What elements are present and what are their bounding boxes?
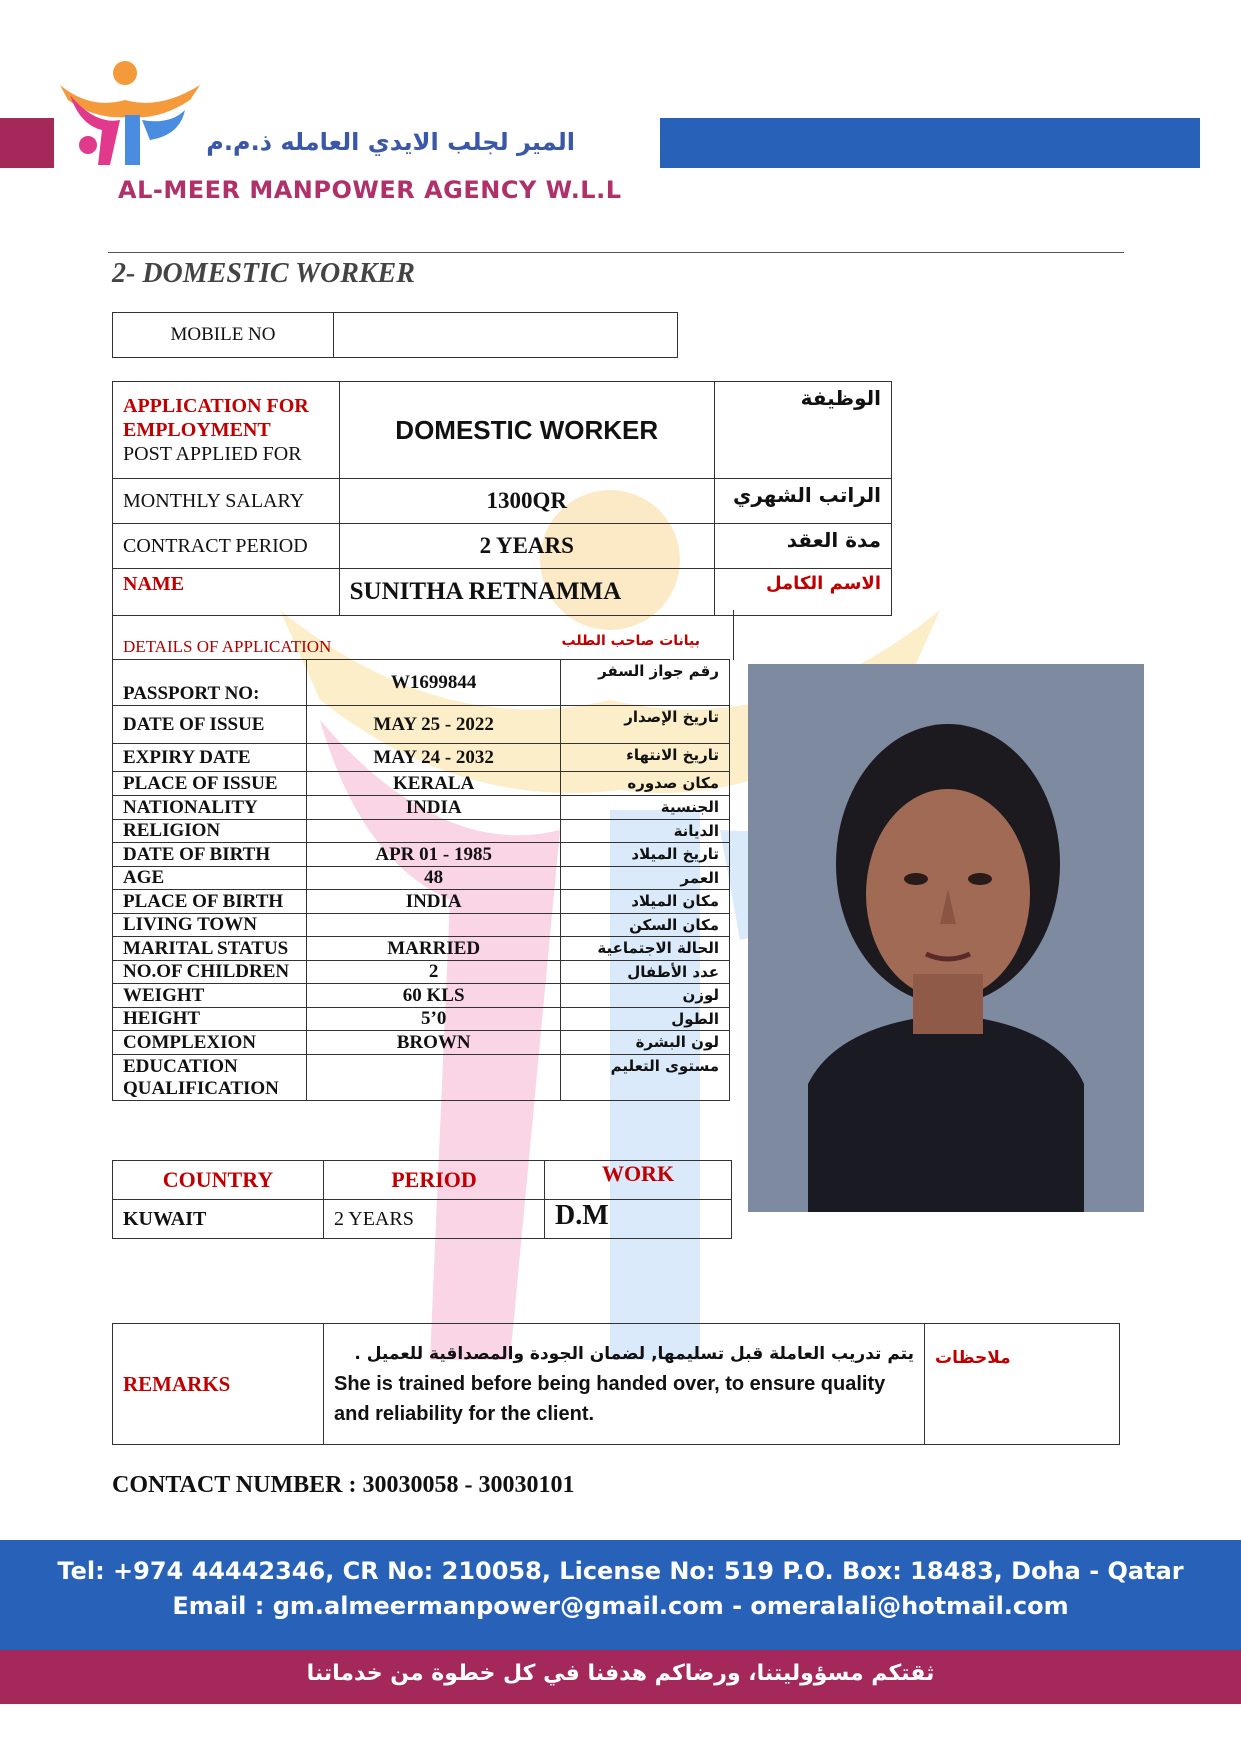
footer-line1: Tel: +974 44442346, CR No: 210058, License No: 519 P.O. Box: 18483, Doha - Qatar xyxy=(57,1557,1184,1585)
exp-header-work: WORK xyxy=(545,1161,732,1200)
detail-label-ar: مكان الميلاد xyxy=(560,890,729,914)
detail-label: PLACE OF BIRTH xyxy=(113,890,307,914)
detail-row xyxy=(113,660,730,706)
detail-label: DATE OF BIRTH xyxy=(113,843,307,867)
detail-label-ar: العمر xyxy=(560,867,729,890)
detail-label: EXPIRY DATE xyxy=(113,744,307,772)
detail-value: MAY 25 - 2022 xyxy=(307,706,561,744)
application-label-cell xyxy=(113,382,340,479)
exp-header-period: PERIOD xyxy=(324,1161,545,1200)
contract-value: 2 YEARS xyxy=(339,524,714,569)
exp-country: KUWAIT xyxy=(113,1200,324,1239)
remarks-text-ar: يتم تدريب العاملة قبل تسليمها, لضمان الجودة والمصداقية للعميل . xyxy=(354,1344,914,1364)
name-value: SUNITHA RETNAMMA xyxy=(339,569,714,616)
company-name-arabic: المير لجلب الايدي العامله ذ.م.م xyxy=(206,128,575,156)
detail-label: PASSPORT NO: xyxy=(113,660,307,706)
details-label: DETAILS OF APPLICATION xyxy=(123,637,332,656)
company-name-english: AL-MEER MANPOWER AGENCY W.L.L xyxy=(118,176,622,204)
experience-table xyxy=(112,1160,732,1239)
detail-label: HEIGHT xyxy=(113,1008,307,1031)
detail-row xyxy=(113,961,730,984)
details-table xyxy=(112,659,730,1101)
application-table xyxy=(112,381,892,616)
detail-label-ar: مكان صدوره xyxy=(560,772,729,796)
detail-row xyxy=(113,843,730,867)
detail-row xyxy=(113,772,730,796)
remarks-table xyxy=(112,1323,1120,1445)
post-value: DOMESTIC WORKER xyxy=(339,382,714,479)
detail-row xyxy=(113,890,730,914)
detail-label-ar: لوزن xyxy=(560,984,729,1008)
detail-row xyxy=(113,744,730,772)
detail-label-ar: مستوى التعليم xyxy=(560,1055,729,1101)
detail-label: PLACE OF ISSUE xyxy=(113,772,307,796)
salary-value: 1300QR xyxy=(339,479,714,524)
detail-label-ar: رقم جواز السفر xyxy=(560,660,729,706)
exp-work: D.M xyxy=(545,1200,732,1239)
detail-label-ar: تاريخ الانتهاء xyxy=(560,744,729,772)
section-title: 2- DOMESTIC WORKER xyxy=(112,258,415,289)
contact-number: CONTACT NUMBER : 30030058 - 30030101 xyxy=(112,1472,575,1498)
details-label-ar: بيانات صاحب الطلب xyxy=(561,633,700,649)
detail-label: AGE xyxy=(113,867,307,890)
contract-label: CONTRACT PERIOD xyxy=(113,524,340,569)
detail-value xyxy=(307,1055,561,1101)
detail-label-ar: تاريخ الإصدار xyxy=(560,706,729,744)
detail-label-ar: الطول xyxy=(560,1008,729,1031)
detail-label-ar: مكان السكن xyxy=(560,914,729,937)
detail-label-ar: عدد الأطفال xyxy=(560,961,729,984)
detail-value: INDIA xyxy=(307,890,561,914)
mobile-value xyxy=(334,313,678,358)
detail-label: COMPLEXION xyxy=(113,1031,307,1055)
detail-row xyxy=(113,914,730,937)
detail-value: MARRIED xyxy=(307,937,561,961)
detail-label-ar: لون البشرة xyxy=(560,1031,729,1055)
detail-label: LIVING TOWN xyxy=(113,914,307,937)
detail-value xyxy=(307,914,561,937)
detail-label: MARITAL STATUS xyxy=(113,937,307,961)
detail-value: W1699844 xyxy=(307,660,561,706)
detail-label: NATIONALITY xyxy=(113,796,307,820)
detail-label-ar: الحالة الاجتماعية xyxy=(560,937,729,961)
salary-label-ar: الراتب الشهري xyxy=(714,479,891,524)
detail-row xyxy=(113,1031,730,1055)
name-label: NAME xyxy=(113,569,340,616)
footer-line2: Email : gm.almeermanpower@gmail.com - omeralali@hotmail.com xyxy=(172,1592,1069,1620)
applicant-photo xyxy=(748,664,1144,1212)
detail-row xyxy=(113,1008,730,1031)
detail-label: RELIGION xyxy=(113,820,307,843)
divider xyxy=(108,252,1124,253)
exp-header-country: COUNTRY xyxy=(113,1161,324,1200)
detail-value: MAY 24 - 2032 xyxy=(307,744,561,772)
footer-slogan-ar: ثقتكم مسؤوليتنا، ورضاكم هدفنا في كل خطوة من خدماتنا xyxy=(306,1661,935,1686)
post-applied-label: POST APPLIED FOR xyxy=(123,443,302,465)
detail-value: BROWN xyxy=(307,1031,561,1055)
detail-row xyxy=(113,706,730,744)
detail-row xyxy=(113,937,730,961)
detail-row xyxy=(113,984,730,1008)
header-right-bar xyxy=(660,118,1200,168)
name-label-ar: الاسم الكامل xyxy=(714,569,891,616)
detail-row xyxy=(113,867,730,890)
detail-value: APR 01 - 1985 xyxy=(307,843,561,867)
detail-row xyxy=(113,796,730,820)
detail-label: DATE OF ISSUE xyxy=(113,706,307,744)
contract-label-ar: مدة العقد xyxy=(714,524,891,569)
detail-label-ar: الديانة xyxy=(560,820,729,843)
post-label-ar: الوظيفة xyxy=(714,382,891,479)
mobile-label: MOBILE NO xyxy=(113,313,334,358)
detail-label-ar: تاريخ الميلاد xyxy=(560,843,729,867)
remarks-label: REMARKS xyxy=(113,1324,324,1445)
detail-value: 2 xyxy=(307,961,561,984)
salary-label: MONTHLY SALARY xyxy=(113,479,340,524)
exp-period: 2 YEARS xyxy=(324,1200,545,1239)
detail-row xyxy=(113,1055,730,1101)
application-label: APPLICATION FOR EMPLOYMENT xyxy=(123,395,309,441)
detail-label-ar: الجنسية xyxy=(560,796,729,820)
remarks-text-cell xyxy=(324,1324,925,1445)
mobile-table xyxy=(112,312,678,358)
remarks-text-en: She is trained before being handed over, to ensure quality and reliability for the client. xyxy=(334,1373,886,1425)
detail-value: 5’0 xyxy=(307,1008,561,1031)
detail-label: WEIGHT xyxy=(113,984,307,1008)
detail-value: 48 xyxy=(307,867,561,890)
detail-label: NO.OF CHILDREN xyxy=(113,961,307,984)
header-left-bar xyxy=(0,118,54,168)
detail-value: 60 KLS xyxy=(307,984,561,1008)
detail-value: INDIA xyxy=(307,796,561,820)
detail-value: KERALA xyxy=(307,772,561,796)
remarks-label-ar: ملاحظات xyxy=(925,1324,1120,1445)
detail-value xyxy=(307,820,561,843)
detail-label: EDUCATION QUALIFICATION xyxy=(113,1055,307,1101)
detail-row xyxy=(113,820,730,843)
